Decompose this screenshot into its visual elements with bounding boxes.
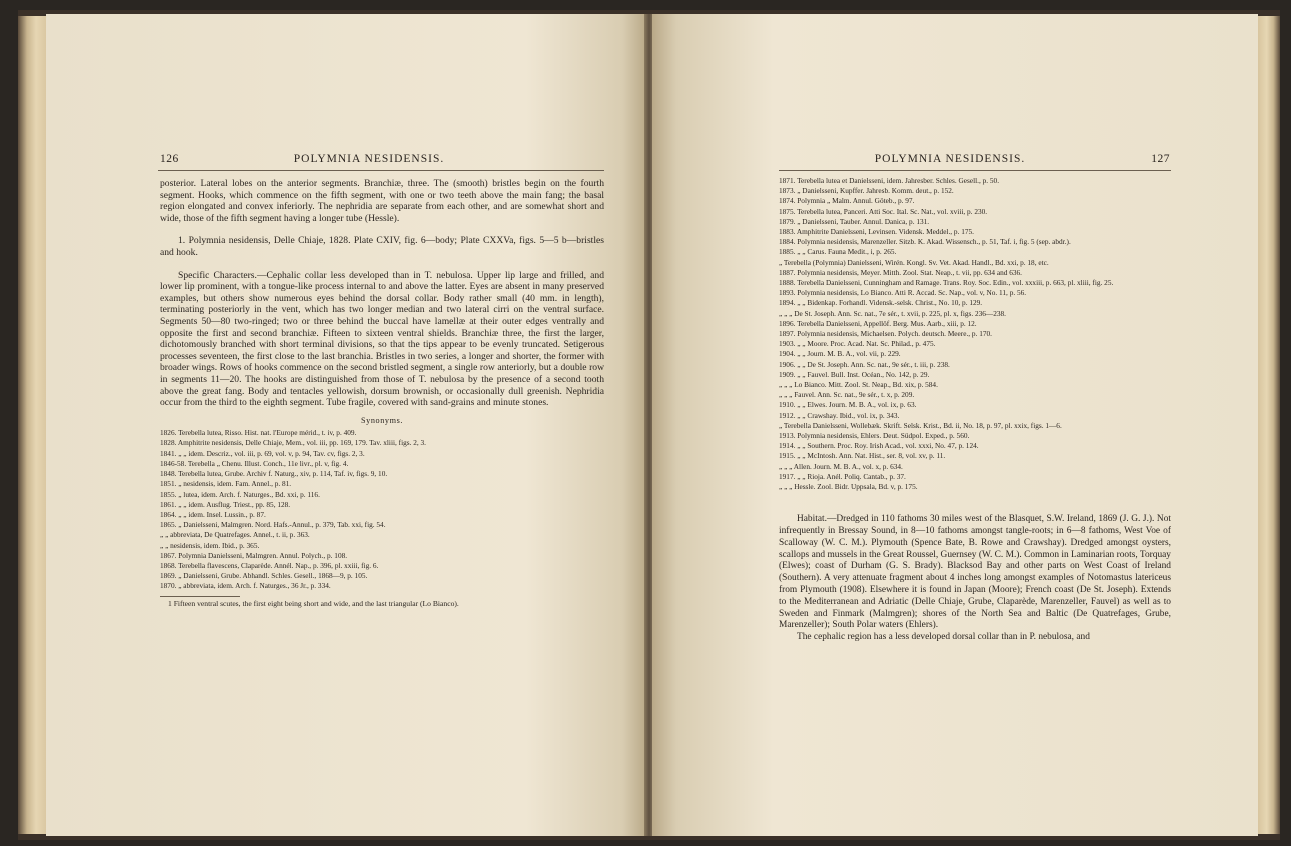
synonym-entry: „ Terebella (Polymnia) Danielsseni, Wirén. Kongl. Sv. Vet. Akad. Handl., Bd. xxi, p. 18, etc. (779, 257, 1049, 267)
species-heading: 1. Polymnia nesidensis, Delle Chiaje, 1828. Plate CXIV, fig. 6—body; Plate CXXVa, figs. 5—5 b—bristles and hook. (160, 235, 604, 258)
synonym-entry: 1885. „ „ Carus. Fauna Medit., i, p. 265. (779, 247, 897, 257)
synonym-entry: 1913. Polymnia nesidensis, Ehlers. Deut. Südpol. Exped., p. 560. (779, 431, 970, 441)
synonym-entry: 1841. „ „ idem. Descriz., vol. iii, p. 69, vol. v, p. 94, Tav. cv, figs. 2, 3. (160, 448, 365, 458)
synonym-entry: 1868. Terebella flavescens, Claparède. Annél. Nap., p. 396, pl. xxiii, fig. 6. (160, 560, 379, 570)
synonym-entry: 1896. Terebella Danielsseni, Appellöf. Berg. Mus. Aarb., xiii, p. 12. (779, 318, 977, 328)
synonym-entry: 1903. „ „ Moore. Proc. Acad. Nat. Sc. Philad., p. 475. (779, 339, 936, 349)
synonym-entry: 1883. Amphitrite Danielsseni, Levinsen. Vidensk. Meddel., p. 175. (779, 227, 974, 237)
synonym-entry: 1894. „ „ Bidenkap. Forhandl. Vidensk.-selsk. Christ., No. 10, p. 129. (779, 298, 983, 308)
synonym-entry: 1915. „ „ McIntosh. Ann. Nat. Hist., ser. 8, vol. xv, p. 11. (779, 451, 946, 461)
synonym-entry: 1828. Amphitrite nesidensis, Delle Chiaje, Mem., vol. iii, pp. 169, 179. Tav. xliii, figs. 2, 3. (160, 438, 427, 448)
synonym-entry: 1848. Terebella lutea, Grube. Archiv f. Naturg., xiv, p. 114, Taf. iv, figs. 9, 10. (160, 469, 388, 479)
synonym-entry: „ „ „ Lo Bianco. Mitt. Zool. St. Neap., Bd. xix, p. 584. (779, 380, 938, 390)
left-head-rule (158, 170, 604, 171)
left-text-column (160, 178, 604, 608)
synonym-entry: „ „ nesidensis, idem. Ibid., p. 365. (160, 540, 260, 550)
synonym-entry: 1867. Polymnia Danielsseni, Malmgren. Annul. Polych., p. 108. (160, 550, 348, 560)
right-page-number: 127 (1151, 153, 1170, 165)
right-running-title: POLYMNIA NESIDENSIS. (874, 153, 1026, 165)
synonym-entry: „ „ „ Fauvel. Ann. Sc. nat., 9e sér., t. x, p. 209. (779, 390, 915, 400)
synonym-entry: „ Terebella Danielsseni, Wollebæk. Skrift. Selsk. Krist., Bd. ii, No. 18, p. 97, pl. xxix, figs. 1—6. (779, 420, 1062, 430)
right-text-column (779, 176, 1171, 644)
synonym-entry: 1855. „ lutea, idem. Arch. f. Naturges., Bd. xxi, p. 116. (160, 489, 320, 499)
synonym-entry: 1884. Polymnia nesidensis, Marenzeller. Sitzb. K. Akad. Wissensch., p. 51, Taf. i, fig. 5 (sep. abdr.). (779, 237, 1071, 247)
synonym-entry: 1906. „ „ De St. Joseph. Ann. Sc. nat., 9e sér., t. iii, p. 238. (779, 359, 950, 369)
synonyms-heading: Synonyms. (360, 415, 404, 425)
synonym-entry: „ „ „ Allen. Journ. M. B. A., vol. x, p. 634. (779, 461, 903, 471)
intro-paragraph: posterior. Lateral lobes on the anterior segments. Branchiæ, three. The (smooth) bristles begin on the fourth segment. Hooks, which commence on the fifth segment, with one or two teeth above the main fang; the basal region elongated and convex inferiorly. The nephridia are separate from each other, and are somewhat short and wide, those of the fifth segment having a longer tube (Hessle). (160, 178, 604, 224)
left-synonym-list (160, 428, 604, 591)
synonym-entry: 1861. „ „ idem. Ausflug. Triest., pp. 85, 128. (160, 499, 291, 509)
synonym-entry: 1914. „ „ Southern. Proc. Roy. Irish Acad., vol. xxxi, No. 47, p. 124. (779, 441, 979, 451)
left-page-number: 126 (160, 153, 179, 165)
left-running-title: POLYMNIA NESIDENSIS. (293, 153, 445, 165)
synonym-entry: „ „ abbreviata, De Quatrefages. Annel., t. ii, p. 363. (160, 530, 310, 540)
synonym-entry: 1910. „ „ Elwes. Journ. M. B. A., vol. ix, p. 63. (779, 400, 917, 410)
synonym-entry: 1888. Terebella Danielsseni, Cunningham and Ramage. Trans. Roy. Soc. Edin., vol. xxxiii, p. 663, pl. xliii, fig. 25. (779, 278, 1114, 288)
synonym-entry: 1864. „ „ idem. Insel. Lussin., p. 87. (160, 509, 266, 519)
habitat-paragraph: Habitat.—Dredged in 110 fathoms 30 miles west of the Blasquet, S.W. Ireland, 1869 (J. G. J.). Not infrequently in Bressay Sound, in 8—10 fathoms amongst tangle-roots; in 6—8 fathoms, West Voe of Scalloway (W. C. M.). Plymouth (Spence Bate, B. Rowe and Crawshay). Dredged amongst oysters, scallops and mussels in the Great Roussel, Guernsey (W. C. M.). Common in Laminarian roots, Torquay (Elwes); coast of Durham (G. S. Brady). Blacksod Bay and other parts on West Coast of Ireland (Southern). A very attenuate fragment about 4 inches long amongst examples of Notomastus latericeus from Plymouth (1908). Elsewhere it is found in Japan (Moore); French coast (De St. Joseph). Extends to the Mediterranean and Adriatic (Delle Chiaje, Grube, Claparède, Marenzeller, Fauvel) as well as to Sweden and Finmark (Malmgren); shores of the North Sea and Baltic (De Quatrefages, Grube, Marenzeller); South Polar waters (Ehlers). (779, 514, 1171, 631)
synonym-entry: 1869. „ Danielsseni, Grube. Abhandl. Schles. Gesell., 1868—9, p. 105. (160, 571, 368, 581)
synonym-entry: 1874. Polymnia „ Malm. Annul. Göteb., p. 97. (779, 196, 915, 206)
page-edges-right (1258, 16, 1280, 834)
synonym-entry: 1887. Polymnia nesidensis, Meyer. Mitth. Zool. Stat. Neap., t. vii, pp. 634 and 636. (779, 267, 1023, 277)
left-running-head (46, 153, 646, 171)
cephalic-region-paragraph: The cephalic region has a less developed dorsal collar than in P. nebulosa, and (797, 632, 1090, 643)
specific-characters-paragraph: Specific Characters.—Cephalic collar less developed than in T. nebulosa. Upper lip large and frilled, and lower lip prominent, with a tongue-like process internal to and above the latter. Eyes are absent in many preserved examples, but others show numerous eyes behind the dorsal collar. Body rather small (40 mm. in length), terminating posteriorly in the vent, which has two longer median and two lateral cirri on the ventral surface. Segments 50—80 two-ringed; two or three behind the buccal have lamellæ at their outer edges ventrally and opposite the first and second branchiæ. Fifteen to sixteen ventral shields. Branchiæ three, the first the larger, dichotomously branched with short terminal divisions, so that the tips appear to be evenly truncated. Setigerous processes seventeen, the first close to the last branchia. Bristles in two series, a longer and shorter, the former with broader wings. Rows of hooks commence on the second bristled segment, a single row anteriorly, but a double row in segments 11—20. The hooks are distinguished from those of T. nebulosa by the presence of a second tooth above the great fang. Body and tentacles yellowish, dorsum brownish, or occasionally dull greenish. Nephridia occur from the third to the eighth segment. Tube fragile, covered with sand-grains and minute stones. (160, 269, 604, 409)
synonym-entry: 1904. „ „ Journ. M. B. A., vol. vii, p. 229. (779, 349, 901, 359)
synonym-entry: 1846-58. Terebella „ Chenu. Illust. Conch., 11e livr., pl. v, fig. 4. (160, 458, 349, 468)
footnote-text: 1 Fifteen ventral scutes, the first eight being short and wide, and the last triangular (Lo Bianco). (168, 598, 459, 608)
synonym-entry: 1870. „ abbreviata, idem. Arch. f. Naturges., 36 Jr., p. 334. (160, 581, 331, 591)
synonym-entry: 1912. „ „ Crawshay. Ibid., vol. ix, p. 343. (779, 410, 900, 420)
synonym-entry: 1826. Terebella lutea, Risso. Hist. nat. l'Europe mérid., t. iv, p. 409. (160, 428, 357, 438)
synonym-entry: 1893. Polymnia nesidensis, Lo Bianco. Atti R. Accad. Sc. Nap., vol. v, No. 11, p. 56. (779, 288, 1027, 298)
right-page (652, 14, 1258, 836)
synonym-entry: 1871. Terebella lutea et Danielsseni, idem. Jahresber. Schles. Gesell., p. 50. (779, 176, 1000, 185)
open-book (18, 10, 1280, 840)
left-page (46, 14, 646, 836)
synonym-entry: 1879. „ Danielsseni, Tauber. Annul. Danica, p. 131. (779, 216, 930, 226)
right-synonym-list (779, 176, 1171, 492)
page-edges-left (18, 16, 48, 834)
right-running-head (652, 153, 1258, 171)
synonym-entry: „ „ „ De St. Joseph. Ann. Sc. nat., 7e sér., t. xvii, p. 225, pl. x, figs. 236—238. (779, 308, 1006, 318)
synonym-entry: „ „ „ Hessle. Zool. Bidr. Uppsala, Bd. v, p. 175. (779, 482, 918, 492)
synonym-entry: 1865. „ Danielsseni, Malmgren. Nord. Hafs.-Annul., p. 379, Tab. xxi, fig. 54. (160, 520, 386, 530)
synonym-entry: 1851. „ nesidensis, idem. Fam. Annel., p. 81. (160, 479, 292, 489)
synonym-entry: 1897. Polymnia nesidensis, Michaelsen. Polych. deutsch. Meere., p. 170. (779, 329, 992, 339)
synonym-entry: 1909. „ „ Fauvel. Bull. Inst. Océan., No. 142, p. 29. (779, 369, 930, 379)
right-head-rule (779, 170, 1171, 171)
synonym-entry: 1917. „ „ Rioja. Anél. Poliq. Cantab., p. 37. (779, 471, 906, 481)
footnote (160, 596, 459, 609)
synonym-entry: 1875. Terebella lutea, Panceri. Atti Soc. Ital. Sc. Nat., vol. xviii, p. 230. (779, 206, 988, 216)
synonym-entry: 1873. „ Danielsseni, Kupffer. Jahresb. Komm. deut., p. 152. (779, 186, 954, 196)
